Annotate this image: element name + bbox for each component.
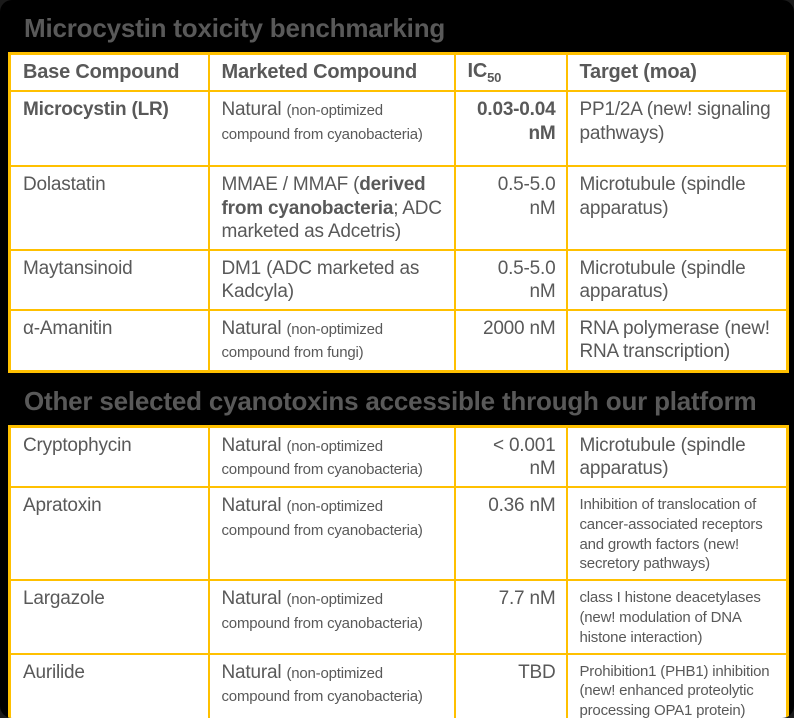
base-compound-cell: Maytansinoid — [10, 250, 209, 310]
section-cyanotoxins — [0, 373, 794, 718]
target-moa-cell: Inhibition of translocation of cancer-associated receptors and growth factors (new! secretory pathways) — [567, 487, 788, 580]
table-row — [10, 426, 788, 487]
ic50-label: IC — [467, 59, 488, 82]
base-compound-cell: Cryptophycin — [10, 426, 209, 487]
base-compound-cell: Dolastatin — [10, 166, 209, 250]
target-moa-cell: RNA polymerase (new! RNA transcription) — [567, 310, 788, 372]
benchmark-table — [8, 52, 789, 374]
text-segment: Natural — [221, 588, 287, 610]
ic50-cell: 0.03-0.04 nM — [455, 91, 567, 166]
table-row — [10, 654, 788, 718]
table-row — [10, 487, 788, 580]
col-header-marketed-compound: Marketed Compound — [209, 53, 455, 91]
table-row — [10, 580, 788, 653]
target-moa-cell: class I histone deacetylases (new! modulation of DNA histone interaction) — [567, 580, 788, 653]
header-row — [10, 53, 788, 91]
marketed-compound-cell — [209, 250, 455, 310]
col-header-target: Target (moa) — [567, 53, 788, 91]
target-moa-cell: Microtubule (spindle apparatus) — [567, 426, 788, 487]
target-moa-cell: Microtubule (spindle apparatus) — [567, 166, 788, 250]
marketed-compound-cell — [209, 91, 455, 166]
ic50-cell: 0.5-5.0 nM — [455, 250, 567, 310]
text-segment: (non-optimized compound from cyanobacteria) — [221, 437, 423, 479]
text-segment: Natural — [221, 99, 287, 121]
target-moa-cell: Microtubule (spindle apparatus) — [567, 250, 788, 310]
ic50-cell: 7.7 nM — [455, 580, 567, 653]
ic50-cell: 2000 nM — [455, 310, 567, 372]
text-segment: (non-optimized compound from fungi) — [221, 320, 383, 362]
base-compound-cell: α-Amanitin — [10, 310, 209, 372]
text-segment: Natural — [221, 317, 287, 339]
base-compound-cell: Apratoxin — [10, 487, 209, 580]
text-segment: Natural — [221, 495, 287, 517]
col-header-base-compound: Base Compound — [10, 53, 209, 91]
target-moa-cell: Prohibition1 (PHB1) inhibition (new! enhanced proteolytic processing OPA1 protein) — [567, 654, 788, 718]
table-row — [10, 91, 788, 166]
section2-title: Other selected cyanotoxins accessible through our platform — [24, 386, 757, 417]
ic50-subscript: 50 — [487, 69, 502, 85]
text-segment: derived from cyanobacteria — [221, 174, 426, 219]
col-header-ic50 — [455, 53, 567, 91]
text-segment: ; ADC marketed as Adcetris) — [221, 197, 442, 243]
text-segment: DM1 (ADC marketed as Kadcyla) — [221, 257, 420, 303]
text-segment: Natural — [221, 661, 287, 683]
table-row — [10, 166, 788, 250]
marketed-compound-cell — [209, 426, 455, 487]
target-moa-cell: PP1/2A (new! signaling pathways) — [567, 91, 788, 166]
text-segment: (non-optimized compound from cyanobacteria) — [221, 664, 423, 706]
text-segment: MMAE / MMAF ( — [221, 174, 360, 196]
base-compound-cell: Microcystin (LR) — [10, 91, 209, 166]
base-compound-cell: Largazole — [10, 580, 209, 653]
marketed-compound-cell — [209, 654, 455, 718]
text-segment: Natural — [221, 434, 287, 456]
ic50-cell: 0.36 nM — [455, 487, 567, 580]
cyanotoxins-table — [8, 425, 789, 718]
section1-title: Microcystin toxicity benchmarking — [24, 13, 446, 43]
table-row — [10, 250, 788, 310]
text-segment: (non-optimized compound from cyanobacteria) — [221, 102, 423, 143]
marketed-compound-cell — [209, 166, 455, 250]
text-segment: (non-optimized compound from cyanobacteria) — [221, 591, 423, 632]
ic50-cell: < 0.001 nM — [455, 426, 567, 487]
base-compound-cell: Aurilide — [10, 654, 209, 718]
text-segment: (non-optimized compound from cyanobacteria) — [221, 498, 423, 539]
table-row — [10, 310, 788, 372]
marketed-compound-cell — [209, 310, 455, 372]
ic50-cell: 0.5-5.0 nM — [455, 166, 567, 250]
ic50-cell: TBD — [455, 654, 567, 718]
marketed-compound-cell — [209, 580, 455, 653]
marketed-compound-cell — [209, 487, 455, 580]
